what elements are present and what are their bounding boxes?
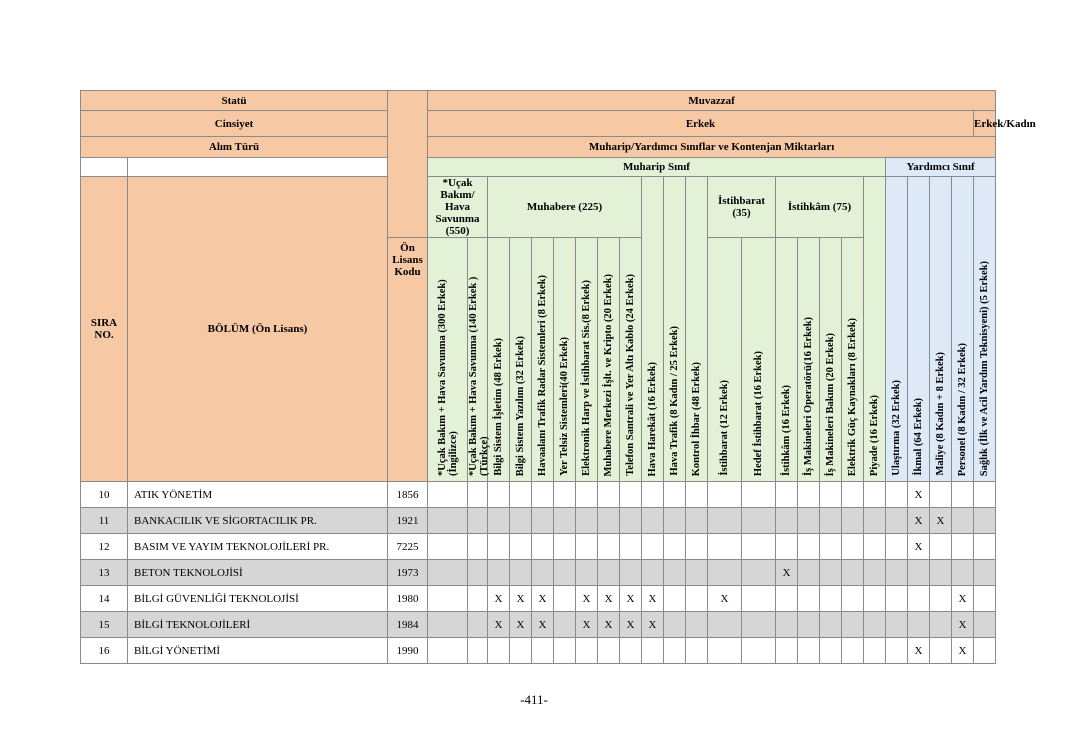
column-header-label: Elektrik Güç Kaynakları (8 Erkek)	[847, 317, 858, 476]
column-header-label: İstihkâm (16 Erkek)	[781, 384, 792, 476]
column-header-18	[842, 238, 864, 482]
table-row	[81, 612, 996, 638]
bolum-name-cell: BİLGİ GÜVENLİĞİ TEKNOLOJİSİ	[128, 586, 388, 612]
quota-mark-cell	[428, 638, 468, 664]
table-row	[81, 534, 996, 560]
quota-mark-cell: X	[620, 586, 642, 612]
quota-mark-cell	[554, 586, 576, 612]
quota-mark-cell	[488, 508, 510, 534]
quota-mark-cell	[798, 612, 820, 638]
column-header-label: Kontrol İhbar (48 Erkek)	[691, 361, 702, 476]
column-header-14	[742, 238, 776, 482]
cinsiyet-erkek: Erkek	[428, 111, 974, 137]
bolum-header: BÖLÜM (Ön Lisans)	[128, 177, 388, 482]
column-header-label: Bilgi Sistem İşletim (48 Erkek)	[493, 338, 504, 476]
quota-mark-cell	[642, 508, 664, 534]
quota-mark-cell: X	[532, 586, 554, 612]
lisans-kodu-cell: 1984	[388, 612, 428, 638]
lisans-kodu-cell: 1856	[388, 482, 428, 508]
quota-mark-cell	[686, 560, 708, 586]
quota-mark-cell	[686, 534, 708, 560]
column-header-22	[930, 177, 952, 482]
quota-mark-cell: X	[930, 508, 952, 534]
quota-mark-cell	[908, 612, 930, 638]
quota-mark-cell	[510, 508, 532, 534]
quota-mark-cell	[742, 534, 776, 560]
quota-mark-cell	[742, 482, 776, 508]
column-header-17	[820, 238, 842, 482]
sira-no-header: SIRA NO.	[81, 177, 128, 482]
quota-mark-cell: X	[908, 638, 930, 664]
quota-mark-cell	[598, 534, 620, 560]
sira-no-cell: 13	[81, 560, 128, 586]
quota-table	[80, 90, 1036, 664]
quota-mark-cell	[554, 638, 576, 664]
quota-mark-cell	[798, 560, 820, 586]
quota-mark-cell	[930, 612, 952, 638]
yardimci-sinif-label: Yardımcı Sınıf	[886, 158, 996, 177]
quota-mark-cell	[468, 638, 488, 664]
quota-mark-cell	[598, 482, 620, 508]
quota-mark-cell	[930, 560, 952, 586]
quota-mark-cell	[864, 482, 886, 508]
quota-mark-cell	[776, 482, 798, 508]
quota-mark-cell: X	[952, 586, 974, 612]
quota-mark-cell	[532, 638, 554, 664]
quota-mark-cell	[864, 586, 886, 612]
quota-mark-cell	[664, 612, 686, 638]
bolum-name-cell: BANKACILIK VE SİGORTACILIK PR.	[128, 508, 388, 534]
column-header-label: Maliye (8 Kadın + 8 Erkek)	[935, 352, 946, 476]
quota-mark-cell	[908, 586, 930, 612]
bolum-name-cell: BİLGİ TEKNOLOJİLERİ	[128, 612, 388, 638]
quota-mark-cell	[952, 482, 974, 508]
quota-mark-cell	[664, 508, 686, 534]
quota-mark-cell	[468, 612, 488, 638]
quota-mark-cell: X	[908, 508, 930, 534]
quota-mark-cell: X	[776, 560, 798, 586]
quota-mark-cell	[820, 482, 842, 508]
quota-mark-cell	[488, 638, 510, 664]
quota-mark-cell	[468, 508, 488, 534]
column-header-label: Telefon Santrali ve Yer Altı Kablo (24 Erkek)	[625, 274, 636, 476]
quota-mark-cell	[708, 534, 742, 560]
quota-mark-cell	[820, 560, 842, 586]
quota-mark-cell	[554, 612, 576, 638]
quota-mark-cell	[620, 508, 642, 534]
quota-mark-cell	[598, 560, 620, 586]
statu-label: Statü	[81, 91, 388, 111]
column-header-4	[510, 238, 532, 482]
lisans-kodu-cell: 1973	[388, 560, 428, 586]
quota-mark-cell	[576, 508, 598, 534]
column-header-label: Piyade (16 Erkek)	[869, 394, 880, 476]
quota-mark-cell	[886, 638, 908, 664]
quota-mark-cell: X	[908, 482, 930, 508]
page-number: -411-	[520, 692, 548, 707]
group-istihbarat: İstihbarat (35)	[708, 177, 776, 238]
quota-mark-cell: X	[598, 612, 620, 638]
quota-mark-cell	[930, 534, 952, 560]
quota-mark-cell	[952, 560, 974, 586]
quota-mark-cell: X	[510, 586, 532, 612]
quota-mark-cell	[686, 638, 708, 664]
quota-mark-cell	[776, 534, 798, 560]
blank-cell	[81, 158, 128, 177]
column-header-label: Personel (8 Kadın / 32 Erkek)	[957, 342, 968, 476]
column-header-23	[952, 177, 974, 482]
column-header-label: Ulaştırma (32 Erkek)	[891, 380, 902, 476]
column-header-7	[576, 238, 598, 482]
quota-mark-cell	[952, 534, 974, 560]
quota-mark-cell	[510, 482, 532, 508]
quota-mark-cell	[642, 638, 664, 664]
quota-mark-cell	[864, 534, 886, 560]
quota-mark-cell: X	[488, 612, 510, 638]
quota-mark-cell	[908, 560, 930, 586]
quota-mark-cell	[576, 534, 598, 560]
quota-mark-cell	[776, 508, 798, 534]
quota-mark-cell: X	[952, 638, 974, 664]
table-row	[81, 560, 996, 586]
quota-mark-cell: X	[642, 586, 664, 612]
column-header-label: İkmal (64 Erkek)	[913, 398, 924, 476]
quota-mark-cell	[708, 612, 742, 638]
quota-mark-cell	[820, 534, 842, 560]
quota-mark-cell	[532, 508, 554, 534]
column-header-label: Hedef İstihbarat (16 Erkek)	[753, 350, 764, 476]
quota-mark-cell: X	[620, 612, 642, 638]
column-header-12	[686, 177, 708, 482]
quota-mark-cell	[554, 508, 576, 534]
column-header-label: *Uçak Bakım + Hava Savunma (140 Erkek ) (Türkçe)	[468, 276, 490, 476]
column-header-10	[642, 177, 664, 482]
quota-mark-cell	[886, 560, 908, 586]
quota-mark-cell	[930, 482, 952, 508]
column-header-label: Yer Telsiz Sistemleri(40 Erkek)	[559, 337, 570, 476]
column-header-9	[620, 238, 642, 482]
column-header-label: Elektronik Harp ve İstihbarat Sis.(8 Erkek)	[581, 280, 592, 476]
column-header-label: Bilgi Sistem Yazılım (32 Erkek)	[515, 335, 526, 476]
muharip-sinif-label: Muharip Sınıf	[428, 158, 886, 177]
column-header-16	[798, 238, 820, 482]
quota-mark-cell	[598, 638, 620, 664]
quota-mark-cell	[886, 612, 908, 638]
table-row	[81, 508, 996, 534]
quota-mark-cell	[468, 586, 488, 612]
column-header-label: İş Makineleri Operatörü(16 Erkek)	[803, 317, 814, 476]
quota-mark-cell	[708, 508, 742, 534]
quota-mark-cell	[864, 638, 886, 664]
column-header-label: Havaalanı Trafik Radar Sistemleri (8 Erkek)	[537, 275, 548, 476]
bolum-name-cell: ATIK YÖNETİM	[128, 482, 388, 508]
column-header-label: İstihbarat (12 Erkek)	[719, 380, 730, 476]
column-header-15	[776, 238, 798, 482]
quota-mark-cell	[686, 482, 708, 508]
statu-value: Muvazzaf	[428, 91, 996, 111]
quota-mark-cell	[510, 560, 532, 586]
quota-mark-cell	[798, 586, 820, 612]
column-header-1	[428, 238, 468, 482]
quota-mark-cell	[598, 508, 620, 534]
quota-mark-cell	[776, 638, 798, 664]
quota-mark-cell	[686, 612, 708, 638]
quota-mark-cell	[532, 560, 554, 586]
lisans-kodu-cell: 7225	[388, 534, 428, 560]
quota-mark-cell	[842, 534, 864, 560]
quota-mark-cell	[952, 508, 974, 534]
quota-mark-cell	[974, 534, 996, 560]
quota-mark-cell	[554, 482, 576, 508]
quota-mark-cell	[742, 638, 776, 664]
column-header-8	[598, 238, 620, 482]
quota-mark-cell	[974, 482, 996, 508]
table-row	[81, 482, 996, 508]
quota-mark-cell	[642, 534, 664, 560]
column-header-3	[488, 238, 510, 482]
quota-mark-cell: X	[576, 586, 598, 612]
group-muhabere: Muhabere (225)	[488, 177, 642, 238]
column-header-label: Muhabere Merkezi İşlt. ve Kripto (20 Erkek)	[603, 273, 614, 476]
quota-mark-cell	[664, 534, 686, 560]
quota-mark-cell	[974, 612, 996, 638]
column-header-24	[974, 177, 996, 482]
quota-mark-cell	[554, 560, 576, 586]
column-header-21	[908, 177, 930, 482]
column-header-label: İş Makineleri Bakım (20 Erkek)	[825, 332, 836, 476]
quota-mark-cell	[468, 560, 488, 586]
cinsiyet-label: Cinsiyet	[81, 111, 388, 137]
quota-mark-cell	[776, 586, 798, 612]
quota-mark-cell	[930, 638, 952, 664]
column-header-label: Hava Trafik (8 Kadın / 25 Erkek)	[669, 326, 680, 476]
sira-no-cell: 11	[81, 508, 128, 534]
blank-cell	[128, 158, 388, 177]
quota-mark-cell	[428, 508, 468, 534]
quota-mark-cell	[886, 482, 908, 508]
quota-mark-cell	[664, 560, 686, 586]
column-header-label: Hava Harekât (16 Erkek)	[647, 361, 658, 476]
quota-mark-cell	[742, 586, 776, 612]
quota-mark-cell	[974, 508, 996, 534]
lisans-kodu-cell: 1921	[388, 508, 428, 534]
quota-mark-cell	[842, 482, 864, 508]
quota-mark-cell	[974, 586, 996, 612]
column-header-11	[664, 177, 686, 482]
quota-mark-cell	[842, 508, 864, 534]
column-header-label: *Uçak Bakım + Hava Savunma (300 Erkek) (İngilizce)	[436, 279, 459, 476]
quota-mark-cell	[974, 560, 996, 586]
quota-mark-cell	[488, 482, 510, 508]
quota-mark-cell	[886, 534, 908, 560]
kodu-header: Ön Lisans Kodu	[388, 238, 428, 482]
sira-no-cell: 15	[81, 612, 128, 638]
quota-mark-cell	[468, 534, 488, 560]
group-ucak-bakim: *Uçak Bakım/ Hava Savunma (550)	[428, 177, 488, 238]
alim-turu-label: Alım Türü	[81, 137, 388, 158]
column-header-label: Sağlık (İlk ve Acil Yardım Teknisyeni) (5 Erkek)	[979, 260, 991, 476]
quota-mark-cell	[708, 482, 742, 508]
bolum-name-cell: BASIM VE YAYIM TEKNOLOJİLERİ PR.	[128, 534, 388, 560]
quota-mark-cell	[842, 612, 864, 638]
quota-mark-cell	[864, 612, 886, 638]
quota-mark-cell	[576, 638, 598, 664]
quota-mark-cell	[428, 534, 468, 560]
bolum-name-cell: BİLGİ YÖNETİMİ	[128, 638, 388, 664]
group-istihkam: İstihkâm (75)	[776, 177, 864, 238]
column-header-13	[708, 238, 742, 482]
lisans-kodu-cell: 1990	[388, 638, 428, 664]
quota-mark-cell	[620, 534, 642, 560]
quota-mark-cell	[642, 482, 664, 508]
quota-mark-cell	[974, 638, 996, 664]
quota-mark-cell	[864, 560, 886, 586]
quota-mark-cell	[686, 586, 708, 612]
table-row	[81, 638, 996, 664]
quota-mark-cell	[642, 560, 664, 586]
quota-mark-cell	[488, 560, 510, 586]
alim-turu-value: Muharip/Yardımcı Sınıflar ve Kontenjan Miktarları	[428, 137, 996, 158]
quota-mark-cell: X	[510, 612, 532, 638]
column-header-20	[886, 177, 908, 482]
quota-mark-cell	[820, 638, 842, 664]
quota-mark-cell	[686, 508, 708, 534]
quota-mark-cell	[664, 482, 686, 508]
quota-mark-cell	[742, 560, 776, 586]
quota-mark-cell	[842, 638, 864, 664]
quota-mark-cell	[930, 586, 952, 612]
quota-mark-cell	[488, 534, 510, 560]
quota-mark-cell	[820, 612, 842, 638]
quota-mark-cell: X	[488, 586, 510, 612]
quota-mark-cell	[742, 612, 776, 638]
bolum-name-cell: BETON TEKNOLOJİSİ	[128, 560, 388, 586]
quota-mark-cell	[842, 586, 864, 612]
quota-mark-cell	[664, 586, 686, 612]
quota-mark-cell	[820, 586, 842, 612]
quota-mark-cell	[620, 482, 642, 508]
quota-mark-cell: X	[576, 612, 598, 638]
quota-mark-cell	[468, 482, 488, 508]
quota-mark-cell	[620, 638, 642, 664]
quota-mark-cell	[820, 508, 842, 534]
sira-no-cell: 10	[81, 482, 128, 508]
quota-mark-cell	[864, 508, 886, 534]
quota-mark-cell	[532, 534, 554, 560]
quota-mark-cell	[886, 586, 908, 612]
quota-mark-cell	[532, 482, 554, 508]
table-row	[81, 586, 996, 612]
quota-mark-cell	[798, 534, 820, 560]
column-header-5	[532, 238, 554, 482]
quota-mark-cell	[798, 638, 820, 664]
quota-mark-cell: X	[708, 586, 742, 612]
quota-mark-cell	[576, 560, 598, 586]
cinsiyet-erkek-kadin: Erkek/Kadın	[974, 111, 996, 137]
quota-mark-cell	[842, 560, 864, 586]
quota-mark-cell	[776, 612, 798, 638]
quota-mark-cell	[798, 508, 820, 534]
sira-no-cell: 14	[81, 586, 128, 612]
quota-mark-cell	[510, 534, 532, 560]
quota-mark-cell	[428, 586, 468, 612]
sira-no-cell: 12	[81, 534, 128, 560]
sira-no-cell: 16	[81, 638, 128, 664]
quota-mark-cell: X	[642, 612, 664, 638]
column-header-2	[468, 238, 488, 482]
quota-mark-cell	[708, 638, 742, 664]
quota-mark-cell: X	[952, 612, 974, 638]
kodu-header-blank	[388, 91, 428, 238]
quota-mark-cell: X	[908, 534, 930, 560]
quota-mark-cell: X	[598, 586, 620, 612]
lisans-kodu-cell: 1980	[388, 586, 428, 612]
quota-mark-cell	[742, 508, 776, 534]
quota-mark-cell: X	[532, 612, 554, 638]
quota-mark-cell	[798, 482, 820, 508]
quota-mark-cell	[620, 560, 642, 586]
quota-mark-cell	[428, 482, 468, 508]
quota-mark-cell	[664, 638, 686, 664]
quota-mark-cell	[428, 560, 468, 586]
quota-mark-cell	[708, 560, 742, 586]
quota-mark-cell	[886, 508, 908, 534]
quota-mark-cell	[428, 612, 468, 638]
quota-mark-cell	[576, 482, 598, 508]
quota-mark-cell	[554, 534, 576, 560]
quota-mark-cell	[510, 638, 532, 664]
column-header-6	[554, 238, 576, 482]
column-header-19	[864, 177, 886, 482]
